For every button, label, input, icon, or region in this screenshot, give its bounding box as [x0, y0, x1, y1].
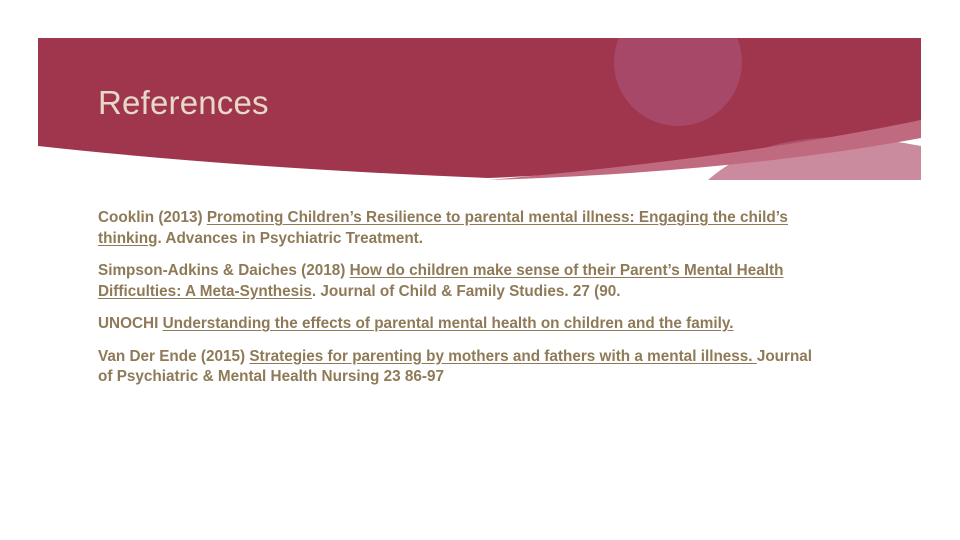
reference-citation: UNOCHI — [98, 315, 163, 332]
reference-source: . Journal of Child & Family Studies. 27 (90. — [311, 282, 621, 300]
reference-link[interactable]: How do children make sense of their Parent’s Mental Health Difficulties: A Meta-Synthesis — [98, 262, 784, 300]
reference-item — [98, 314, 818, 335]
slide-title: References — [98, 84, 269, 121]
reference-link[interactable]: Understanding the effects of parental mental health on children and the family. — [162, 315, 734, 332]
reference-citation: Simpson-Adkins & Daiches (2018) — [98, 262, 350, 279]
reference-citation: Van Der Ende (2015) — [98, 347, 250, 365]
reference-link[interactable]: Promoting Children’s Resilience to parental mental illness: Engaging the child’s thinking — [98, 209, 788, 247]
reference-item — [98, 347, 818, 388]
reference-link[interactable]: Strategies for parenting by mothers and fathers with a mental illness. — [249, 347, 757, 365]
reference-citation: Cooklin (2013) — [98, 209, 207, 226]
reference-list — [98, 208, 818, 400]
reference-item — [98, 208, 818, 249]
reference-source: Journal of Psychiatric & Mental Health Nursing 23 86-97 — [98, 347, 813, 385]
reference-source: . Advances in Psychiatric Treatment. — [157, 229, 424, 247]
reference-item — [98, 261, 818, 302]
